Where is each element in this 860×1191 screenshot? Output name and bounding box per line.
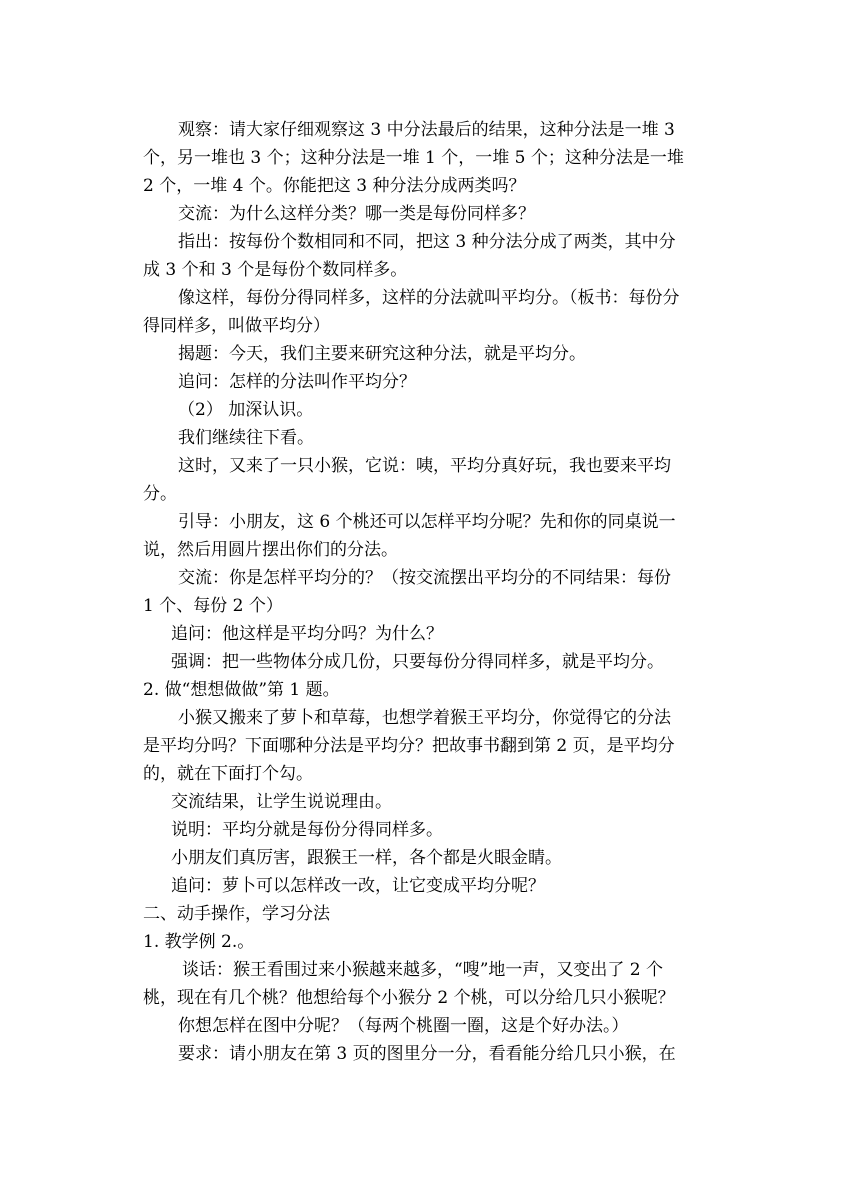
section-heading: （2） 加深认识。 (178, 400, 314, 420)
text-line: 交流结果，让学生说说理由。 (171, 792, 392, 812)
text-line: 1 个、每份 2 个） (143, 596, 283, 616)
text-line: 小猴又搬来了萝卜和草莓，也想学着猴王平均分，你觉得它的分法 (178, 708, 671, 728)
text-line: 揭题：今天，我们主要来研究这种分法，就是平均分。 (178, 344, 586, 364)
text-line: 交流：你是怎样平均分的？（按交流摆出平均分的不同结果：每份 (178, 568, 671, 588)
text-line: 引导：小朋友，这 6 个桃还可以怎样平均分呢？先和你的同桌说一 (178, 512, 676, 532)
section-heading: 二、动手操作，学习分法 (143, 904, 330, 924)
text-line: 追问：萝卜可以怎样改一改，让它变成平均分呢？ (171, 876, 545, 896)
text-line: 分。 (143, 484, 177, 504)
text-line: 强调：把一些物体分成几份，只要每份分得同样多，就是平均分。 (171, 652, 664, 672)
text-line: 桃，现在有几个桃？他想给每个小猴分 2 个桃，可以分给几只小猴呢？ (143, 988, 675, 1008)
text-line: 交流：为什么这样分类？哪一类是每份同样多？ (178, 204, 535, 224)
text-line: 小朋友们真厉害，跟猴王一样，各个都是火眼金睛。 (171, 848, 562, 868)
text-line: 个，另一堆也 3 个；这种分法是一堆 1 个，一堆 5 个；这种分法是一堆 (143, 148, 684, 168)
text-line: 的，就在下面打个勾。 (143, 764, 313, 784)
text-line: 谈话：猴王看围过来小猴越来越多，“嗖”地一声，又变出了 2 个 (182, 960, 664, 980)
text-line: 追问：他这样是平均分吗？为什么？ (171, 624, 443, 644)
text-line: 我们继续往下看。 (178, 428, 314, 448)
text-line: 说，然后用圆片摆出你们的分法。 (143, 540, 398, 560)
text-line: 要求：请小朋友在第 3 页的图里分一分，看看能分给几只小猴，在 (178, 1044, 676, 1064)
text-line: 2 个，一堆 4 个。你能把这 3 种分法分成两类吗？ (143, 176, 526, 196)
text-line: 像这样，每份分得同样多，这样的分法就叫平均分。（板书：每份分 (178, 288, 680, 308)
text-line: 得同样多，叫做平均分） (143, 316, 330, 336)
text-line: 观察：请大家仔细观察这 3 中分法最后的结果，这种分法是一堆 3 (178, 120, 675, 140)
text-line: 追问：怎样的分法叫作平均分？ (178, 372, 416, 392)
text-line: 这时，又来了一只小猴，它说：咦，平均分真好玩，我也要来平均 (178, 456, 671, 476)
section-heading: 2. 做“想想做做”第 1 题。 (143, 680, 340, 700)
text-line: 指出：按每份个数相同和不同，把这 3 种分法分成了两类，其中分 (178, 232, 676, 252)
text-line: 你想怎样在图中分呢？（每两个桃圈一圈，这是个好办法。） (178, 1016, 629, 1036)
text-line: 成 3 个和 3 个是每份个数同样多。 (143, 260, 408, 280)
text-line: 说明：平均分就是每份分得同样多。 (171, 820, 443, 840)
text-line: 是平均分吗？下面哪种分法是平均分？把故事书翻到第 2 页，是平均分 (143, 736, 675, 756)
section-heading: 1. 教学例 2.。 (143, 932, 255, 952)
